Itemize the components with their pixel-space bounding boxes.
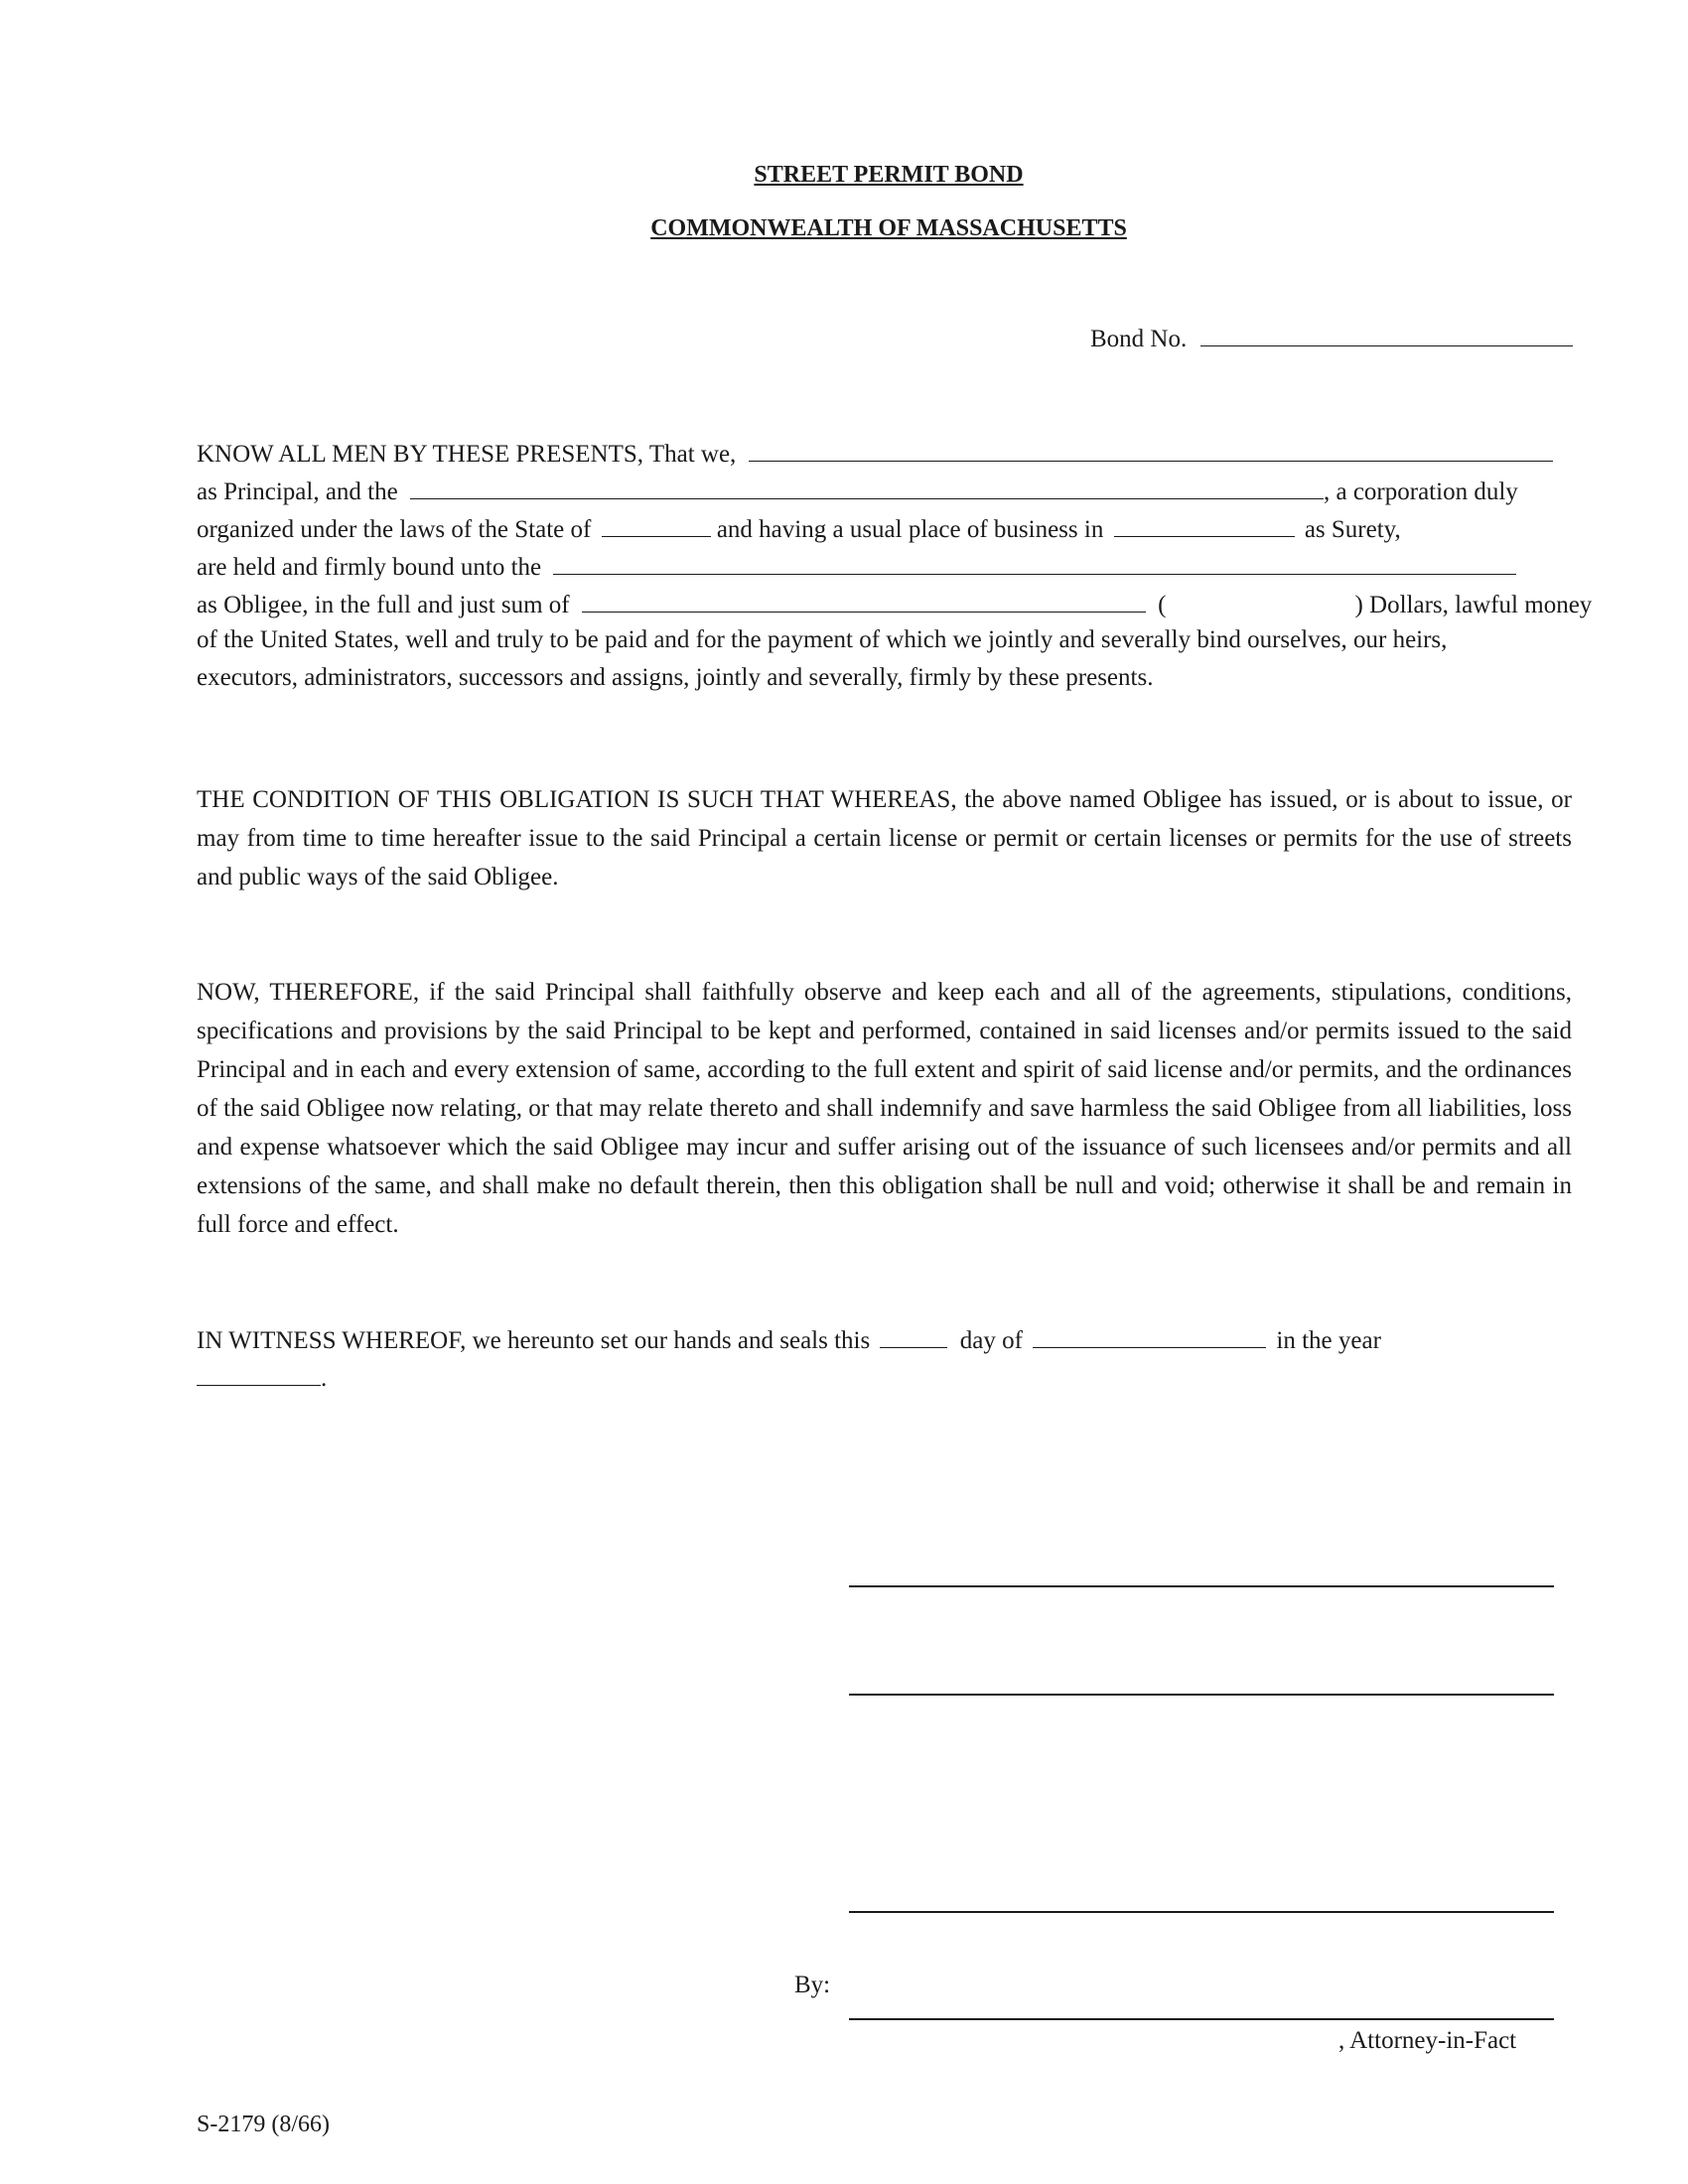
condition-paragraph: THE CONDITION OF THIS OBLIGATION IS SUCH THAT WHEREAS, the above named Obligee has issued, or is about to issue, or may from time to time hereafter issue to the said Principal a certain license or permit or certain licenses or permits for the use of streets and public ways of the said Obligee. bbox=[197, 786, 1572, 890]
preamble-text: as Surety, bbox=[1304, 516, 1401, 543]
therefore-paragraph: NOW, THEREFORE, if the said Principal shall faithfully observe and keep each and all of the agreements, stipulations, conditions, specifications and provisions by the said Principal to be kept and performed, contained in said licenses and/or permits issued to the said Principal and in each and every extension of same, according to the full extent and spirit of said license and/or permits, and the ordinances of the said Obligee now relating, or that may relate thereto and shall indemnify and save harmless the said Obligee from all liabilities, loss and expense whatsoever which the said Obligee may incur and suffer arising out of the issuance of such licensees and/or permits and all extensions of the same, and shall make no default therein, then this obligation shall be null and void; otherwise it shall be and remain in full force and effect. bbox=[197, 979, 1572, 1238]
preamble-line-2 bbox=[197, 477, 1518, 504]
principal-name-line[interactable] bbox=[849, 1694, 1554, 1696]
preamble-line-4 bbox=[197, 552, 1516, 580]
preamble-text: ( bbox=[1158, 592, 1167, 618]
bond-no-label: Bond No. bbox=[1090, 326, 1188, 352]
witness-line bbox=[197, 1325, 1381, 1353]
preamble-text: and having a usual place of business in bbox=[716, 516, 1104, 543]
principal-name-field[interactable] bbox=[749, 439, 1553, 462]
preamble-line-7: executors, administrators, successors and assigns, jointly and severally, firmly by these presents. bbox=[197, 664, 1154, 691]
preamble-text: KNOW ALL MEN BY THESE PRESENTS, That we, bbox=[197, 441, 737, 468]
preamble-line-1 bbox=[197, 439, 1553, 467]
obligee-name-field[interactable] bbox=[553, 552, 1516, 575]
attorney-signature-line[interactable] bbox=[849, 2018, 1554, 2020]
page-subtitle: COMMONWEALTH OF MASSACHUSETTS bbox=[650, 215, 1127, 241]
principal-signature-line[interactable] bbox=[849, 1585, 1554, 1587]
witness-year-line bbox=[197, 1363, 327, 1391]
preamble-text: as Obligee, in the full and just sum of bbox=[197, 592, 570, 618]
bond-no-field[interactable] bbox=[1200, 324, 1573, 346]
witness-text: in the year bbox=[1276, 1327, 1381, 1354]
preamble-text: are held and firmly bound unto the bbox=[197, 554, 542, 581]
preamble-line-3 bbox=[197, 514, 1401, 542]
preamble-text: , a corporation duly bbox=[1323, 478, 1518, 505]
preamble-text: ) Dollars, lawful money bbox=[1354, 592, 1593, 618]
bond-no-row bbox=[1090, 324, 1573, 351]
surety-signature-line[interactable] bbox=[849, 1911, 1554, 1913]
bond-sum-words-field[interactable] bbox=[582, 590, 1146, 613]
preamble-text: as Principal, and the bbox=[197, 478, 398, 505]
preamble-line-6: of the United States, well and truly to be paid and for the payment of which we jointly and severally bind ourselves, our heirs, bbox=[197, 626, 1448, 653]
witness-day-field[interactable] bbox=[880, 1325, 947, 1348]
witness-year-field[interactable] bbox=[197, 1363, 321, 1386]
witness-text: day of bbox=[959, 1327, 1023, 1354]
surety-state-field[interactable] bbox=[602, 514, 711, 537]
preamble-text: organized under the laws of the State of bbox=[197, 516, 592, 543]
witness-text: IN WITNESS WHEREOF, we hereunto set our hands and seals this bbox=[197, 1327, 871, 1354]
attorney-in-fact-label: , Attorney-in-Fact bbox=[1338, 2027, 1517, 2054]
page-title: STREET PERMIT BOND bbox=[754, 162, 1024, 188]
preamble-line-5 bbox=[197, 590, 1592, 617]
surety-business-place-field[interactable] bbox=[1114, 514, 1295, 537]
form-number: S-2179 (8/66) bbox=[197, 2112, 330, 2137]
witness-month-field[interactable] bbox=[1033, 1325, 1266, 1348]
witness-text: . bbox=[321, 1365, 328, 1392]
by-label: By: bbox=[794, 1972, 831, 1998]
surety-name-field[interactable] bbox=[410, 477, 1324, 499]
